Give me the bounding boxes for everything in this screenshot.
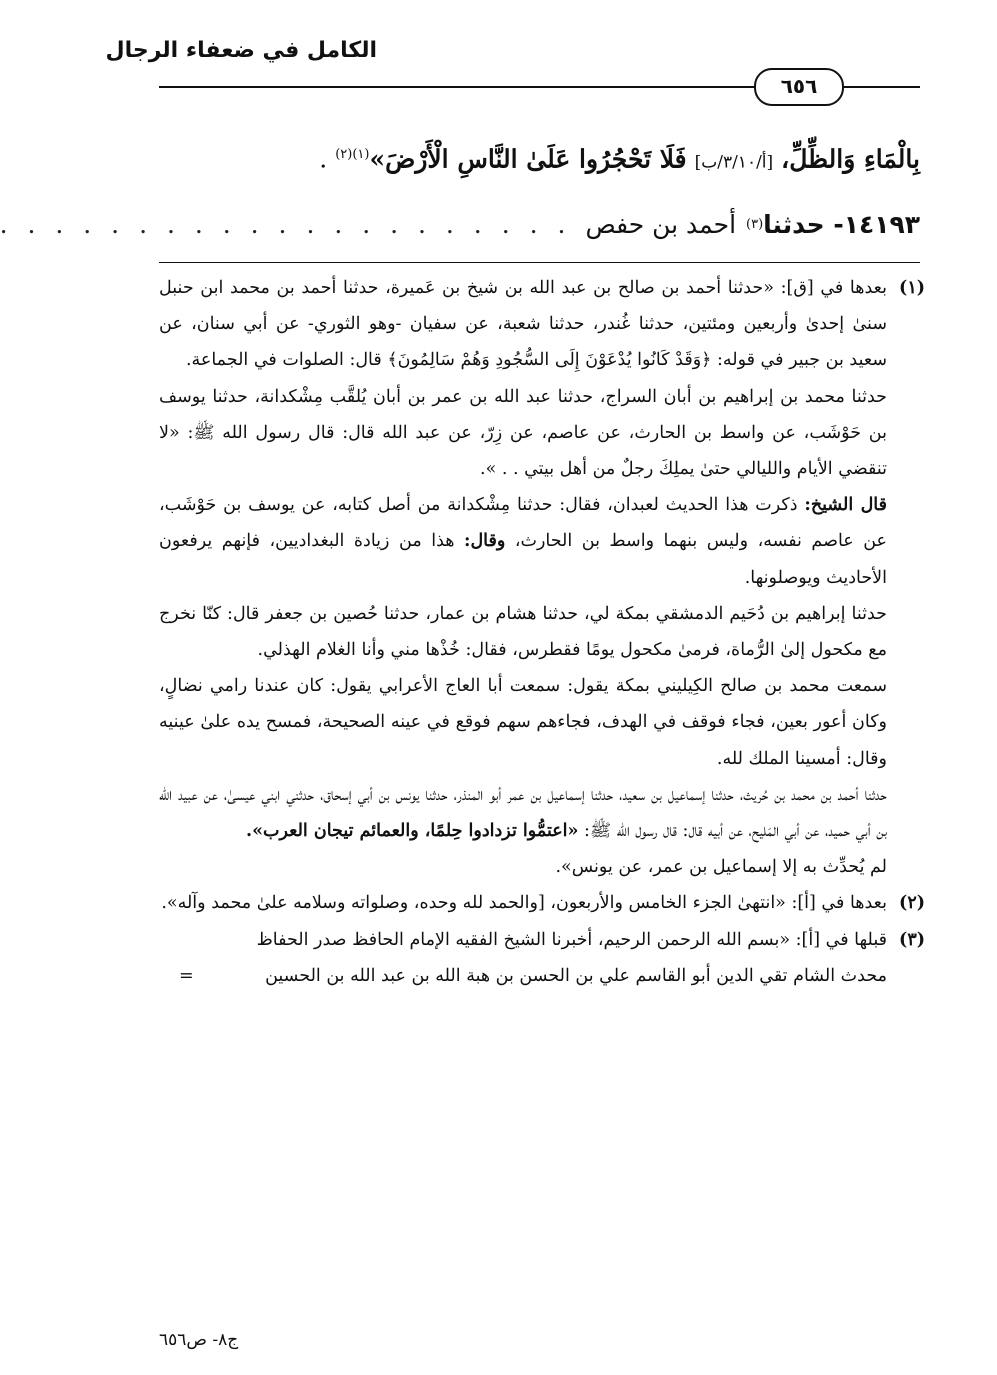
footnote-paragraph: سمعت محمد بن صالح الكِيليني بمكة يقول: سمعت أبا العاج الأعرابي يقول: كان عندنا رامي نضالٍ، وكان أعور بعين، فجاء فوقف في الهدف، فجاءهم سهم فوقع في عينه الصحيحة، فمسح يده علىٰ عينيه وقال: أمسينا الملك لله. bbox=[159, 676, 887, 769]
footnote-text: حدثنا أحمد بن محمد بن حُريث، حدثنا إسماعيل بن سعيد، حدثنا إسماعيل بن عمر أبو المنذر، حدثنا يونس بن أبي إسحاق، حدثني ابني عيسىٰ، عن عبيد الله بن أبي حميد، عن أبي المَليح، عن أبيه قال: قال رسول الله ﷺ: bbox=[159, 784, 887, 842]
footnote-text: ذكرت هذا الحديث لعبدان، فقال: حدثنا مِشْكدانة من أصل كتابه، عن يوسف بن حَوْشَب، عن عاصم نفسه، وليس بنهما واسط بن الحارث، bbox=[159, 495, 887, 552]
footnote-paragraph bbox=[159, 958, 887, 994]
footnote-paragraph: بعدها في [أ]: «انتهىٰ الجزء الخامس والأربعون، [والحمد لله وحده، وصلواته وسلامه علىٰ محمد وآله». bbox=[161, 893, 887, 914]
footnote-number: (٣) bbox=[899, 929, 925, 950]
footnote-paragraph: قبلها في [أ]: «بسم الله الرحمن الرحيم، أخبرنا الشيخ الفقيه الإمام الحافظ صدر الحفاظ bbox=[256, 929, 887, 950]
narrator-name: أحمد بن حفص bbox=[585, 210, 737, 239]
manuscript-ref: [أ/٣/١٠/ب] bbox=[694, 152, 774, 173]
footnote-paragraph bbox=[159, 777, 887, 849]
speaker-label: وقال: bbox=[464, 531, 506, 552]
hadith-text-a: بِالْمَاءِ وَالظِّلِّ، bbox=[781, 144, 920, 174]
hadith-quote: «اعتمُّوا تزدادوا حِلمًا، والعمائم تيجان العرب». bbox=[245, 821, 579, 842]
footnote-number: (٢) bbox=[899, 893, 925, 914]
hadith-number: ١٤١٩٣- حدثنا bbox=[763, 210, 920, 239]
continuation-mark: = bbox=[179, 965, 194, 986]
volume-page-footer: ج٨- ص٦٥٦ bbox=[159, 1330, 239, 1350]
speaker-label: قال الشيخ: bbox=[804, 495, 887, 516]
footnote-paragraph: بعدها في [ق]: «حدثنا أحمد بن صالح بن عبد الله بن شيخ بن عَميرة، حدثنا أحمد بن محمد ابن حنبل سنىٰ إحدىٰ وأربعين ومئتين، حدثنا غُندر، حدثنا شعبة، عن سفيان -وهو الثوري- عن أبي سنان، عن سعيد بن جبير في قوله: ﴿وَقَدْ كَانُوا يُدْعَوْنَ إِلَى السُّجُودِ وَهُمْ سَالِمُونَ﴾ قال: الصلوات في الجماعة. bbox=[159, 278, 887, 371]
footnote-text: هذا من زيادة البغداديين، فإنهم يرفعون الأحاديث ويوصلونها. bbox=[159, 531, 887, 588]
book-title: الكامل في ضعفاء الرجال bbox=[105, 38, 377, 63]
footnote-1-continued bbox=[159, 379, 887, 886]
footnote-mark-3: (٣) bbox=[746, 217, 764, 232]
footnotes-rule bbox=[159, 262, 920, 263]
page-number-badge: ٦٥٦ bbox=[754, 68, 844, 106]
footnote-2 bbox=[159, 885, 925, 921]
hadith-text-line bbox=[159, 135, 920, 182]
footnote-paragraph: حدثنا إبراهيم بن دُحَيم الدمشقي بمكة لي، حدثنا هشام بن عمار، حدثنا حُصين بن جعفر قال: كنّا نخرج مع مكحول إلىٰ الرُّماة، فرمىٰ مكحول يومًا فقطرس، فقال: خُذْها مني وأنا الغلام الهذلي. bbox=[159, 603, 887, 661]
footnote-1 bbox=[159, 270, 925, 379]
leader-dots: . . . . . . . . . . . . . . . . . . . . . bbox=[0, 210, 572, 239]
hadith-heading bbox=[0, 205, 920, 245]
footnote-3 bbox=[159, 922, 925, 994]
footnote-paragraph: حدثنا محمد بن إبراهيم بن أبان السراج، حدثنا عبد الله بن عمر بن أبان يُلقَّب مِشْكدانة، حدثنا يوسف بن حَوْشَب، عن واسط بن الحارث، عن عاصم، عن زِرّ، عن عبد الله قال: قال رسول الله ﷺ: «لا تنقضي الأيام والليالي حتىٰ يملِكَ رجلٌ من أهل بيتي . . ». bbox=[159, 386, 887, 480]
footnote-text: محدث الشام تقي الدين أبو القاسم علي بن الحسن بن هبة الله بن عبد الله بن الحسين bbox=[265, 965, 887, 986]
footnotes bbox=[159, 270, 925, 994]
footnote-number: (١) bbox=[899, 278, 925, 298]
footnote-paragraph: لم يُحدِّث به إلا إسماعيل بن عمر، عن يونس». bbox=[555, 857, 887, 878]
footnote-marks: (١)(٢) bbox=[335, 147, 370, 162]
footnote-paragraph bbox=[159, 487, 887, 596]
line-end: . bbox=[319, 144, 328, 174]
hadith-text-b: فَلَا تَحْجُرُوا عَلَىٰ النَّاسِ الْأَرْضَ» bbox=[369, 144, 687, 174]
